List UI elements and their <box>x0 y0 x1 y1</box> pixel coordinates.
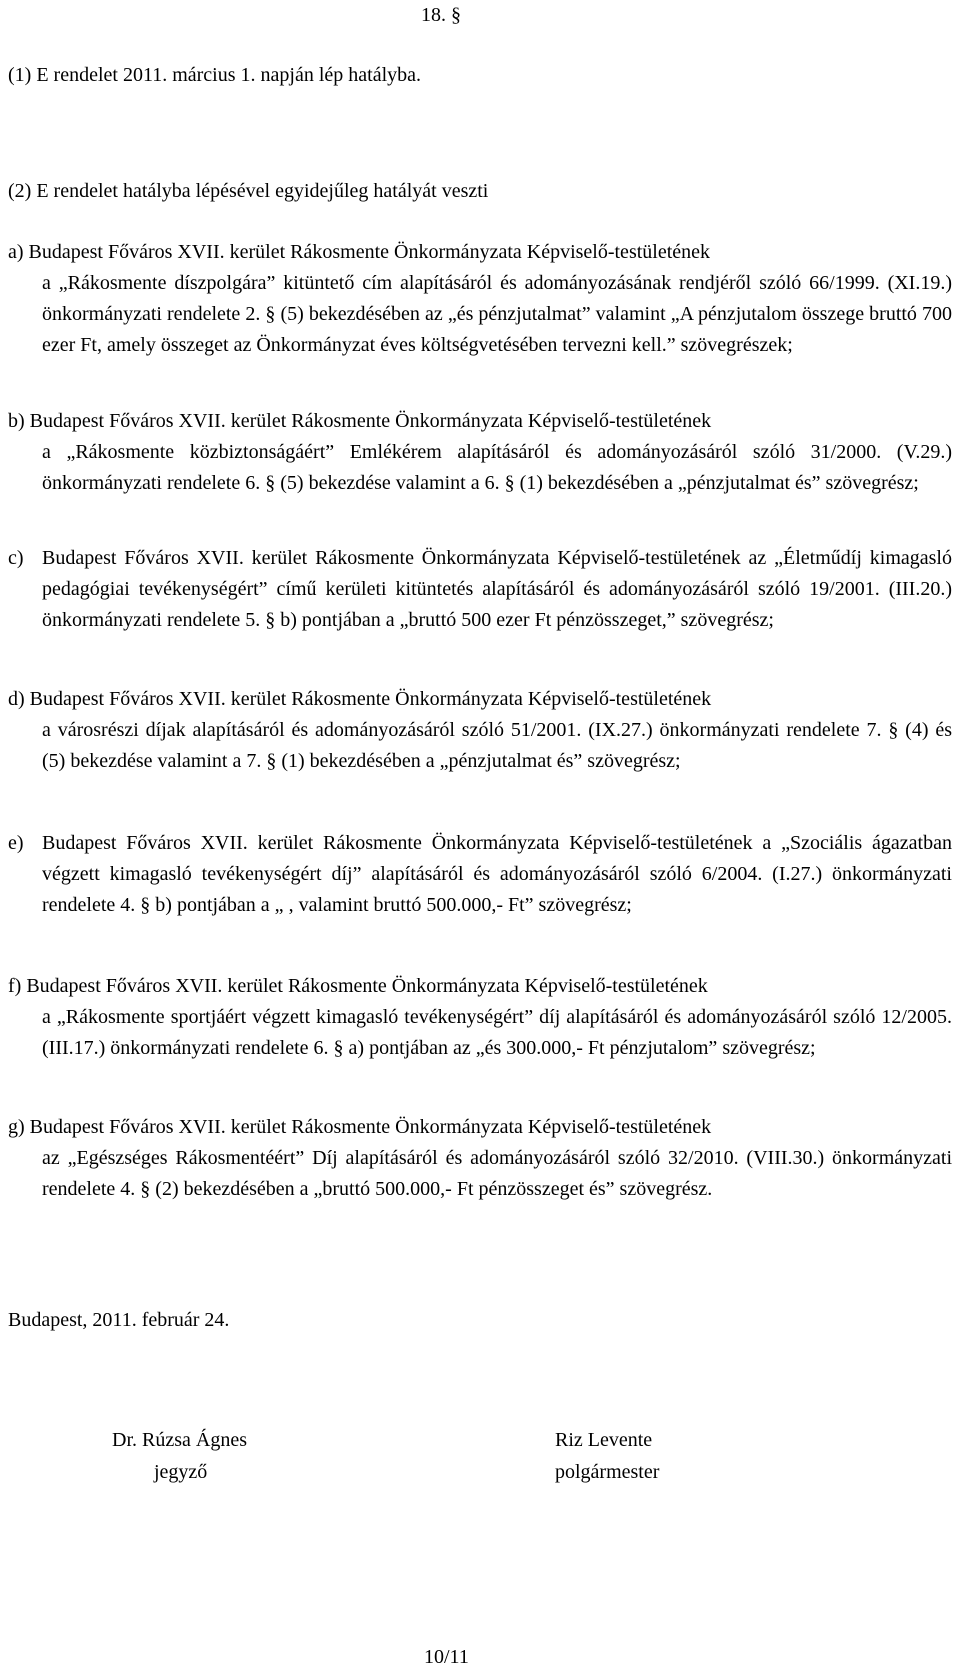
item-label: g) <box>8 1116 25 1138</box>
repeal-item-c <box>8 543 952 636</box>
item-label: e) <box>8 832 24 854</box>
paragraph-effective-date: (1) E rendelet 2011. március 1. napján lép hatályba. <box>8 64 421 86</box>
paragraph-repeal-intro: (2) E rendelet hatályba lépésével egyidejűleg hatályát veszti <box>8 180 489 202</box>
item-text: a „Rákosmente közbiztonságáért” Emlékérem alapításáról és adományozásáról szóló 31/2000. (V.29.) önkormányzati rendelete 6. § (5) bekezdése valamint a 6. § (1) bekezdésében a „pénzjutalmat és” szövegrész; <box>42 441 952 494</box>
item-text: Budapest Főváros XVII. kerület Rákosmente Önkormányzata Képviselő-testületének az „Életműdíj kimagasló pedagógiai tevékenységért” című kerületi kitüntetés alapításáról és adományozásáról szóló 19/2001. (III.20.) önkormányzati rendelete 5. § b) pontjában a „bruttó 500 ezer Ft pénzösszeget,” szövegrész; <box>42 547 952 631</box>
item-label: a) <box>8 241 24 263</box>
item-label: b) <box>8 410 25 432</box>
signature-notary <box>112 1424 247 1488</box>
item-first-line: Budapest Főváros XVII. kerület Rákosmente Önkormányzata Képviselő-testületének <box>28 241 711 263</box>
repeal-item-a <box>8 237 952 361</box>
repeal-item-f <box>8 971 952 1064</box>
item-label: c) <box>8 547 24 569</box>
item-first-line: Budapest Főváros XVII. kerület Rákosmente Önkormányzata Képviselő-testületének <box>26 975 708 997</box>
signatory-name: Dr. Rúzsa Ágnes <box>112 1429 247 1451</box>
item-first-line: Budapest Főváros XVII. kerület Rákosmente Önkormányzata Képviselő-testületének <box>29 1116 712 1138</box>
item-text: a „Rákosmente sportjáért végzett kimagasló tevékenységért” díj alapításáról és adományozásáról szóló 12/2005. (III.17.) önkormányzati rendelete 6. § a) pontjában az „és 300.000,- Ft pénzjutalom” szövegrész; <box>42 1006 952 1059</box>
repeal-item-b <box>8 406 952 499</box>
page-number: 10/11 <box>424 1646 469 1668</box>
repeal-item-e <box>8 828 952 921</box>
repeal-item-d <box>8 684 952 777</box>
section-number: 18. § <box>421 4 461 26</box>
item-first-line: Budapest Főváros XVII. kerület Rákosmente Önkormányzata Képviselő-testületének <box>29 688 712 710</box>
item-text: az „Egészséges Rákosmentéért” Díj alapításáról és adományozásáról szóló 32/2010. (VIII.30.) önkormányzati rendelete 4. § (2) bekezdésében a „bruttó 500.000,- Ft pénzösszeget és” szövegrész. <box>42 1147 952 1200</box>
item-text: Budapest Főváros XVII. kerület Rákosmente Önkormányzata Képviselő-testületének a „Szociális ágazatban végzett kimagasló tevékenységért díj” alapításáról és adományozásáról szóló 6/2004. (I.27.) önkormányzati rendelete 4. § b) pontjában a „ , valamint bruttó 500.000,- Ft” szövegrész; <box>42 832 952 916</box>
item-text: a városrészi díjak alapításáról és adományozásáról szóló 51/2001. (IX.27.) önkormányzati rendelete 7. § (4) és (5) bekezdése valamint a 7. § (1) bekezdésében a „pénzjutalmat és” szövegrész; <box>42 719 952 772</box>
signatory-role: polgármester <box>555 1461 660 1483</box>
signatory-name: Riz Levente <box>555 1429 653 1451</box>
item-label: d) <box>8 688 25 710</box>
signatory-role: jegyző <box>154 1461 208 1483</box>
item-label: f) <box>8 975 22 997</box>
repeal-item-g <box>8 1112 952 1205</box>
signature-mayor <box>555 1424 659 1488</box>
item-text: a „Rákosmente díszpolgára” kitüntető cím alapításáról és adományozásának rendjéről szóló 66/1999. (XI.19.) önkormányzati rendelete 2. § (5) bekezdésében az „és pénzjutalmat” valamint „A pénzjutalom összege bruttó 700 ezer Ft, amely összeget az Önkormányzat éves költségvetésében tervezni kell.” szövegrészek; <box>42 272 952 356</box>
place-and-date: Budapest, 2011. február 24. <box>8 1309 230 1331</box>
item-first-line: Budapest Főváros XVII. kerület Rákosmente Önkormányzata Képviselő-testületének <box>29 410 712 432</box>
